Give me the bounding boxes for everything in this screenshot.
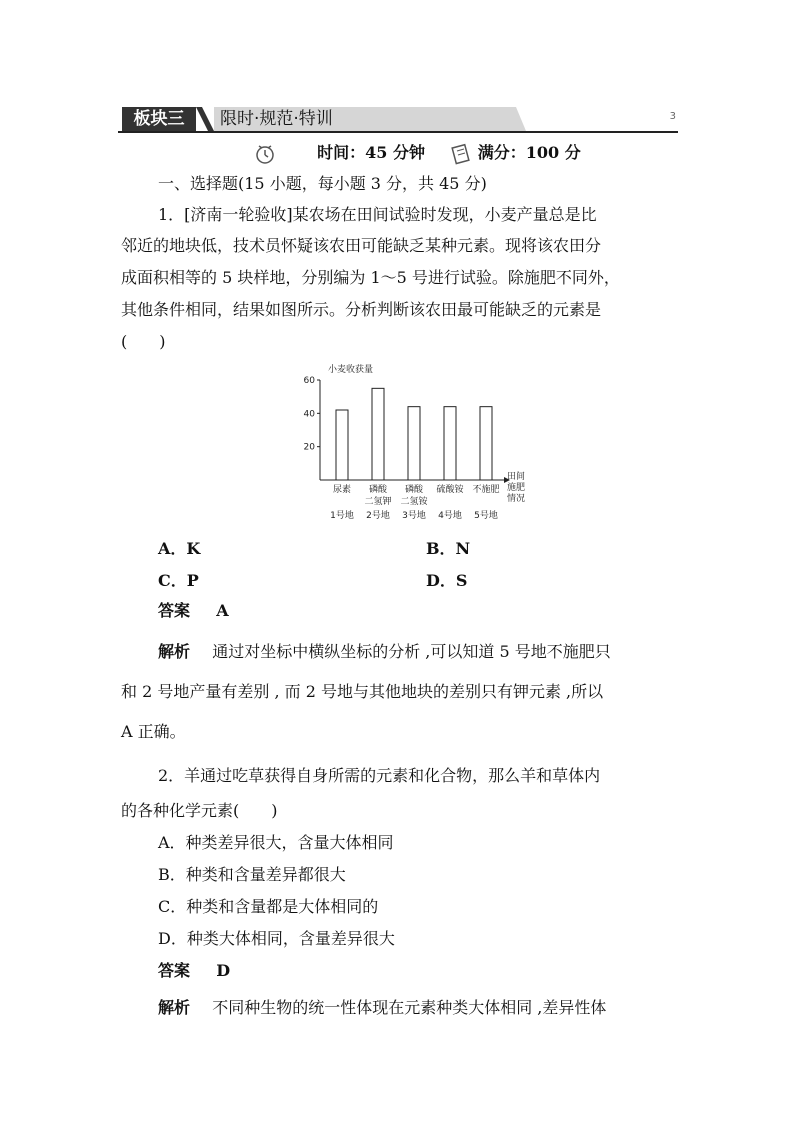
full-score: 满分：100 分	[477, 143, 581, 162]
q1-line-3: 成面积相等的 5 块样地，分别编为 1～5 号进行试验。除施肥不同外，	[121, 268, 620, 287]
bar-1-plot-label: 1号地	[330, 511, 354, 521]
q1-analysis	[158, 632, 611, 672]
y-tick-label-40: 40	[303, 409, 315, 420]
q1-analysis-label: 解析	[158, 642, 191, 661]
banner-slash-icon	[196, 107, 216, 131]
q1-option-c: C．P	[158, 571, 199, 590]
q1-option-b: B．N	[426, 539, 471, 558]
q1-option-a: A．K	[158, 539, 201, 558]
bar-3-plot-label: 3号地	[402, 511, 426, 521]
q1-line-5: ( )	[121, 332, 166, 351]
bar-3	[408, 407, 420, 480]
q2-answer-value: D	[216, 961, 231, 980]
bar-4-plot-label: 4号地	[438, 511, 462, 521]
q2-line-2: 的各种化学元素( )	[121, 801, 278, 820]
q2-analysis	[158, 988, 606, 1028]
block-label: 板块三	[122, 107, 196, 131]
q2-answer	[158, 958, 230, 981]
time-limit: 时间：45 分钟	[317, 143, 425, 162]
clock-icon	[254, 143, 276, 165]
y-tick-label-60: 60	[303, 376, 315, 386]
x-axis-label: 田间	[506, 472, 526, 482]
q1-answer-value: A	[216, 601, 229, 620]
bar-4-fertilizer-label: 硫酸铵	[436, 485, 464, 495]
x-axis-label: 情况	[506, 494, 526, 504]
bar-5	[480, 407, 492, 480]
bar-1	[336, 410, 348, 480]
y-tick-label-20: 20	[303, 442, 315, 453]
paper-icon	[450, 143, 472, 165]
q1-option-d: D．S	[426, 571, 468, 590]
x-axis-label: 施肥	[506, 483, 526, 493]
wheat-yield-chart	[292, 362, 542, 522]
q2-option-a: A．种类差异很大，含量大体相同	[158, 833, 394, 852]
q2-analysis-label: 解析	[158, 998, 191, 1017]
bar-2	[372, 388, 384, 480]
bar-5-plot-label: 5号地	[474, 511, 498, 521]
q1-answer-label: 答案	[158, 601, 191, 620]
banner-rule	[118, 131, 678, 133]
time-score-row	[254, 140, 581, 165]
q2-option-c: C．种类和含量都是大体相同的	[158, 897, 379, 916]
bar-1-fertilizer-label: 尿素	[332, 485, 352, 495]
q2-option-b: B．种类和含量差异都很大	[158, 865, 346, 884]
banner-title: 限时·规范·特训	[214, 107, 516, 131]
q1-analysis-line-1: 通过对坐标中横纵坐标的分析 ,可以知道 5 号地不施肥只	[212, 642, 611, 661]
q2-analysis-line-1: 不同种生物的统一性体现在元素种类大体相同 ,差异性体	[212, 998, 607, 1017]
bar-2-fertilizer-label: 二氢钾	[364, 497, 392, 507]
bar-3-fertilizer-label: 磷酸	[404, 485, 424, 495]
section-title: 一、选择题(15 小题，每小题 3 分，共 45 分)	[158, 174, 487, 193]
section-banner	[118, 103, 678, 133]
q1-analysis-line-3: A 正确。	[121, 722, 186, 741]
q1-line-4: 其他条件相同，结果如图所示。分析判断该农田最可能缺乏的元素是	[121, 300, 602, 319]
y-axis-label: 小麦收获量	[328, 365, 374, 375]
bar-3-fertilizer-label: 二氢铵	[400, 497, 428, 507]
page-mark: 3	[669, 111, 676, 122]
q2-option-d: D．种类大体相同，含量差异很大	[158, 929, 395, 948]
bar-2-plot-label: 2号地	[366, 511, 390, 521]
q2-line-1: 2．羊通过吃草获得自身所需的元素和化合物，那么羊和草体内	[158, 766, 601, 785]
q1-analysis-line-2: 和 2 号地产量有差别 , 而 2 号地与其他地块的差别只有钾元素 ,所以	[121, 682, 604, 701]
banner-end-icon	[512, 107, 526, 131]
q1-line-1: 1．[济南一轮验收]某农场在田间试验时发现，小麦产量总是比	[158, 205, 597, 224]
q1-answer	[158, 598, 229, 621]
bar-5-fertilizer-label: 不施肥	[472, 485, 500, 495]
bar-2-fertilizer-label: 磷酸	[368, 485, 388, 495]
bar-4	[444, 407, 456, 480]
q2-answer-label: 答案	[158, 961, 191, 980]
q1-line-2: 邻近的地块低，技术员怀疑该农田可能缺乏某种元素。现将该农田分	[121, 236, 602, 255]
